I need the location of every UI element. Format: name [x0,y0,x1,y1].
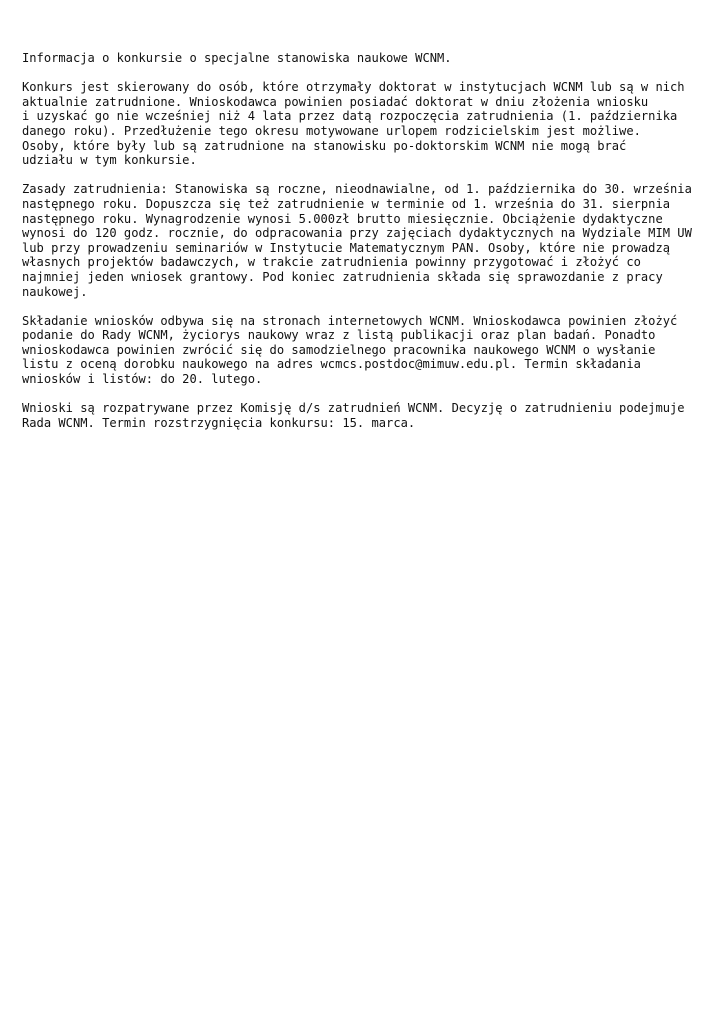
text-line: naukowej. [22,284,88,299]
text-line: Rada WCNM. Termin rozstrzygnięcia konkursu: 15. marca. [22,415,416,430]
text-line: listu z oceną dorobku naukowego na adres wcmcs.postdoc@mimuw.edu.pl. Termin składania [22,357,641,372]
paragraph-title [22,51,712,66]
text-line: udziału w tym konkursie. [22,153,197,168]
text-line: następnego roku. Dopuszcza się też zatrudnienie w terminie od 1. września do 31. sierpnia [22,196,671,211]
text-line: aktualnie zatrudnione. Wnioskodawca powinien posiadać doktorat w dniu złożenia wniosku [22,94,649,109]
text-line: Zasady zatrudnienia: Stanowiska są roczne, nieodnawialne, od 1. października do 30. września [22,182,692,197]
text-line: wynosi do 120 godz. rocznie, do odpracowania przy zajęciach dydaktycznych na Wydziale MIM UW [22,226,692,241]
paragraph-employment-rules [22,182,712,299]
text-line: najmniej jeden wniosek grantowy. Pod koniec zatrudnienia składa się sprawozdanie z pracy [22,269,663,284]
text-line: Osoby, które były lub są zatrudnione na stanowisku po-doktorskim WCNM nie mogą brać [22,138,627,153]
paragraph-eligibility [22,80,712,168]
text-line: i uzyskać go nie wcześniej niż 4 lata przez datą rozpoczęcia zatrudnienia (1. października [22,109,678,124]
text-line: Składanie wniosków odbywa się na stronach internetowych WCNM. Wnioskodawca powinien złożyć [22,313,678,328]
text-line: wnioskodawca powinien zwrócić się do samodzielnego pracownika naukowego WCNM o wysłanie [22,342,656,357]
text-line: Informacja o konkursie o specjalne stanowiska naukowe WCNM. [22,51,452,65]
text-line: Konkurs jest skierowany do osób, które otrzymały doktorat w instytucjach WCNM lub są w nich [22,80,685,95]
text-line: Wnioski są rozpatrywane przez Komisję d/s zatrudnień WCNM. Decyzję o zatrudnieniu podejmuje [22,401,685,416]
text-line: podanie do Rady WCNM, życiorys naukowy wraz z listą publikacji oraz plan badań. Ponadto [22,328,656,343]
text-line: wniosków i listów: do 20. lutego. [22,372,263,387]
document-page [22,51,712,445]
text-line: następnego roku. Wynagrodzenie wynosi 5.000zł brutto miesięcznie. Obciążenie dydaktyczne [22,211,663,226]
text-line: własnych projektów badawczych, w trakcie zatrudnienia powinny przygotować i złożyć co [22,255,641,270]
text-line: lub przy prowadzeniu seminariów w Instytucie Matematycznym PAN. Osoby, które nie prowadzą [22,240,671,255]
text-line: danego roku). Przedłużenie tego okresu motywowane urlopem rodzicielskim jest możliwe. [22,123,641,138]
paragraph-application [22,314,712,387]
paragraph-decision [22,401,712,430]
